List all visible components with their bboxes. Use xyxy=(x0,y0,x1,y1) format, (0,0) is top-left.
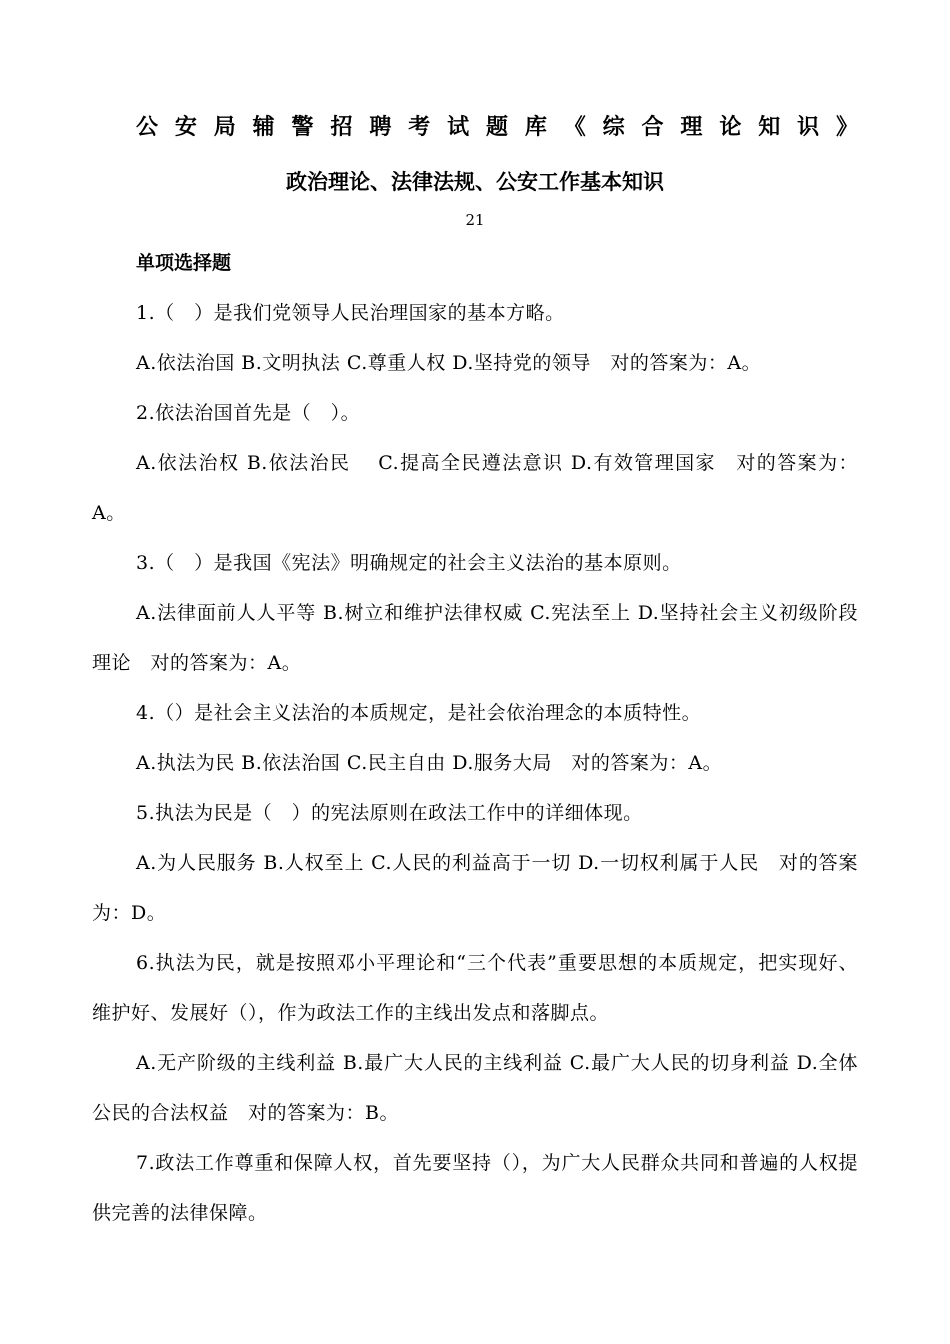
question-3: 3.（ ）是我国《宪法》明确规定的社会主义法治的基本原则。 xyxy=(136,552,682,574)
question-5: 5.执法为民是（ ）的宪法原则在政法工作中的详细体现。 xyxy=(136,802,643,824)
question-3-options: A.法律面前人人平等 B.树立和维护法律权威 C.宪法至上 D.坚持社会主义初级阶段理论 对的答案为：A。 xyxy=(92,602,858,674)
question-4-options: A.执法为民 B.依法治国 C.民主自由 D.服务大局 对的答案为：A。 xyxy=(136,752,723,774)
question-2: 2.依法治国首先是（ ）。 xyxy=(136,402,361,424)
section-heading: 单项选择题 xyxy=(136,252,232,274)
question-4: 4.（）是社会主义法治的本质规定，是社会依治理念的本质特性。 xyxy=(136,702,702,724)
question-6: 6.执法为民，就是按照邓小平理论和“三个代表”重要思想的本质规定，把实现好、维护好、发展好（），作为政法工作的主线出发点和落脚点。 xyxy=(92,952,858,1024)
question-1: 1.（ ）是我们党领导人民治理国家的基本方略。 xyxy=(136,302,565,324)
document-subtitle: 政治理论、法律法规、公安工作基本知识 xyxy=(286,170,664,194)
question-1-options: A.依法治国 B.文明执法 C.尊重人权 D.坚持党的领导 对的答案为：A。 xyxy=(136,352,762,374)
question-6-options: A.无产阶级的主线利益 B.最广大人民的主线利益 C.最广大人民的切身利益 D.全体公民的合法权益 对的答案为：B。 xyxy=(92,1052,858,1124)
question-7: 7.政法工作尊重和保障人权，首先要坚持（），为广大人民群众共同和普遍的人权提供完善的法律保障。 xyxy=(92,1152,858,1224)
question-2-options: A.依法治权 B.依法治民 C.提高全民遵法意识 D.有效管理国家 对的答案为：A。 xyxy=(92,452,858,524)
question-5-options: A.为人民服务 B.人权至上 C.人民的利益高于一切 D.一切权利属于人民 对的答案为：D。 xyxy=(92,852,858,924)
page-number: 21 xyxy=(465,211,485,229)
document-title: 公安局辅警招聘考试题库《综合理论知识》 xyxy=(136,115,858,140)
